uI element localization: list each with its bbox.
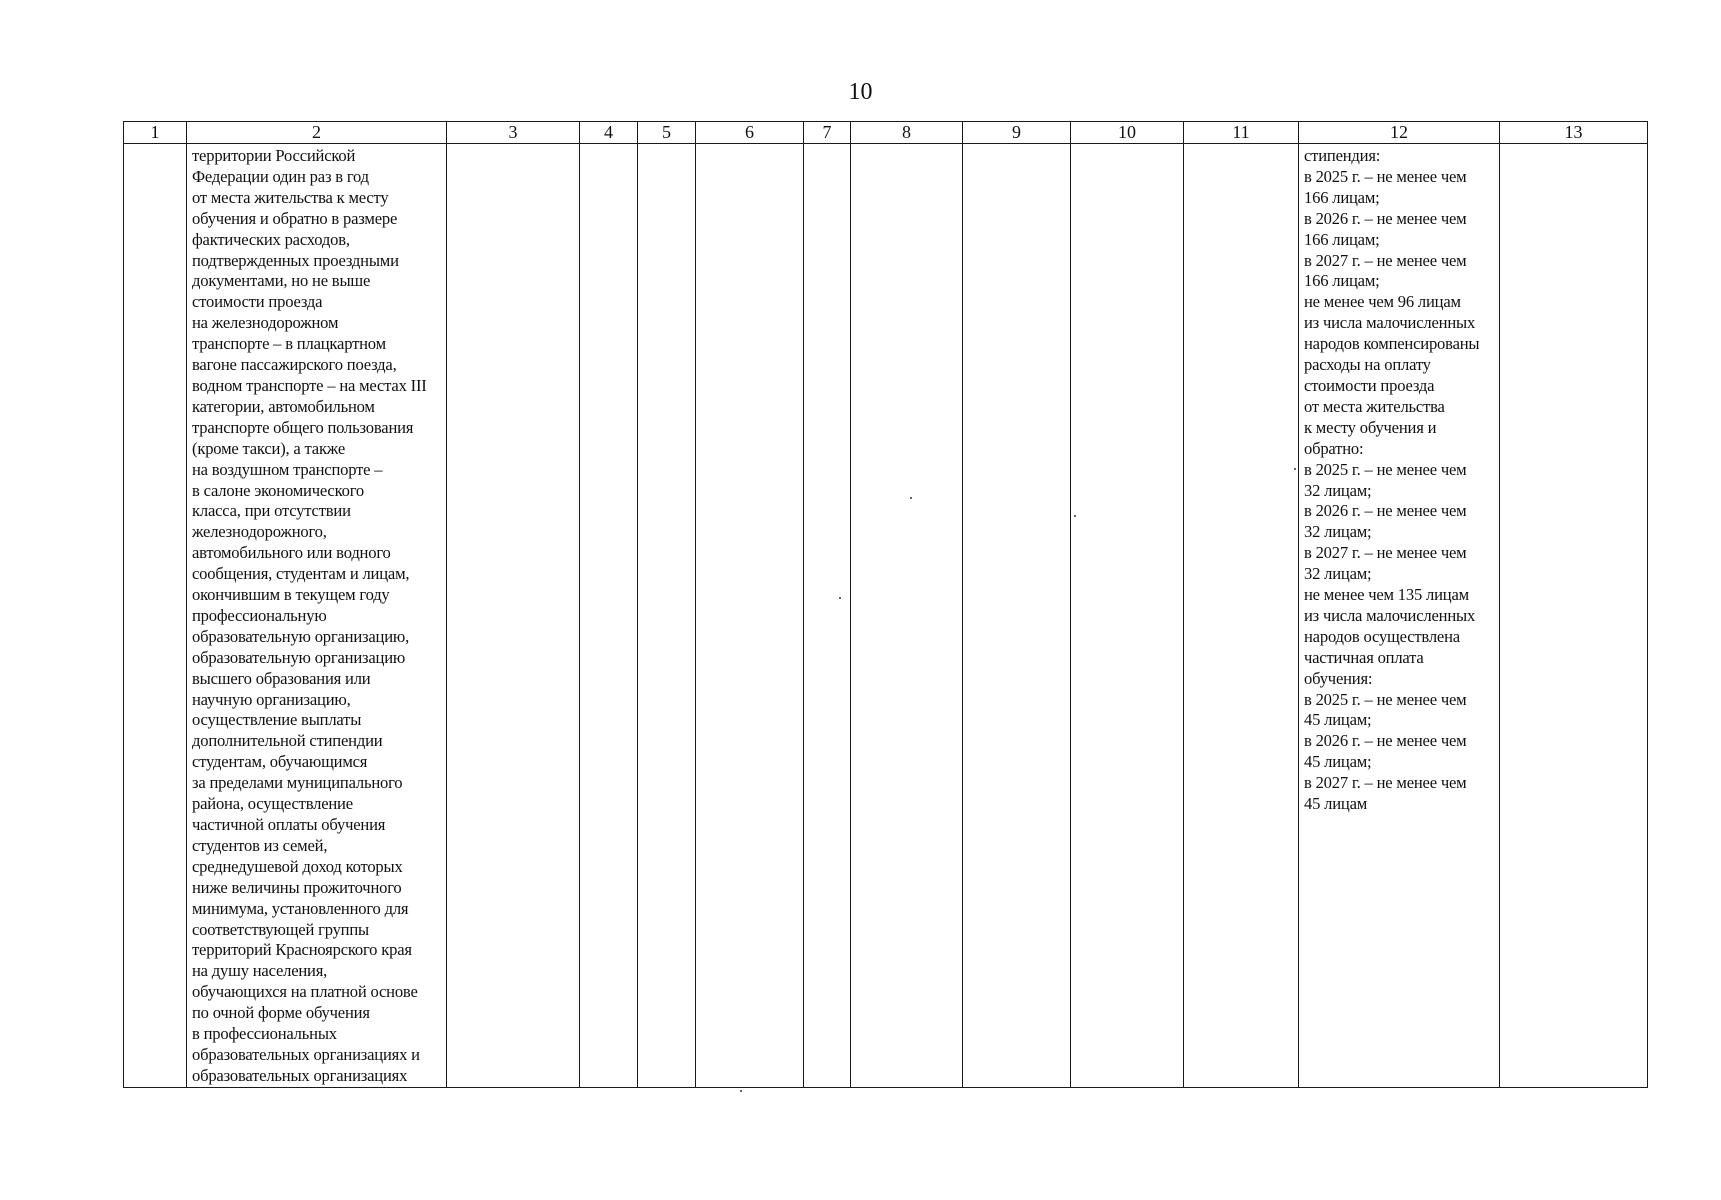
cell-col-10 [1071, 144, 1184, 1088]
column-header-3: 3 [447, 122, 580, 144]
scan-speck [1294, 468, 1296, 470]
cell-col-2 [187, 144, 447, 1088]
document-table [123, 121, 1648, 1088]
header-row [124, 122, 1648, 144]
scan-speck [740, 1090, 742, 1092]
column-header-13: 13 [1500, 122, 1648, 144]
column-header-11: 11 [1184, 122, 1299, 144]
cell-col-5 [638, 144, 696, 1088]
column-header-1: 1 [124, 122, 187, 144]
cell-col-2-text: территории Российской Федерации один раз в год от места жительства к месту обучения и обратно в размере фактических расходов, подтвержденных проездными документами, но не выше стоимости проезда на железнодорожном транспорте – в плацкартном вагоне пассажирского поезда, водном транспорте – на местах III категории, автомобильном транспорте общего пользования (кроме такси), а также на воздушном транспорте – в салоне экономического класса, при отсутствии железнодорожного, автомобильного или водного сообщения, студентам и лицам, окончившим в текущем году профессиональную образовательную организацию, образовательную организацию высшего образования или научную организацию, осуществление выплаты дополнительной стипендии студентам, обучающимся за пределами муниципального района, осуществление частичной оплаты обучения студентов из семей, среднедушевой доход которых ниже величины прожиточного минимума, установленного для соответствующей группы территорий Красноярского края на душу населения, обучающихся на платной основе по очной форме обучения в профессиональных образовательных организациях и образовательных организациях [192, 146, 427, 1085]
cell-col-4 [580, 144, 638, 1088]
cell-col-12 [1299, 144, 1500, 1088]
cell-col-6 [696, 144, 804, 1088]
page-number: 10 [848, 79, 873, 105]
cell-col-1-text [124, 144, 186, 146]
scan-speck [910, 497, 912, 499]
column-header-9: 9 [963, 122, 1071, 144]
cell-col-13 [1500, 144, 1648, 1088]
column-header-2: 2 [187, 122, 447, 144]
column-header-7: 7 [804, 122, 851, 144]
column-header-5: 5 [638, 122, 696, 144]
scan-speck [1074, 515, 1076, 517]
cell-col-8 [851, 144, 963, 1088]
cell-col-11 [1184, 144, 1299, 1088]
column-header-10: 10 [1071, 122, 1184, 144]
column-header-6: 6 [696, 122, 804, 144]
cell-col-12-text: стипендия: в 2025 г. – не менее чем 166 лицам; в 2026 г. – не менее чем 166 лицам; в 2027 г. – не менее чем 166 лицам; не менее чем 96 лицам из числа малочисленных народов компенсированы расходы на оплату стоимости проезда от места жительства к месту обучения и обратно: в 2025 г. – не менее чем 32 лицам; в 2026 г. – не менее чем 32 лицам; в 2027 г. – не менее чем 32 лицам; не менее чем 135 лицам из числа малочисленных народов осуществлена частичная оплата обучения: в 2025 г. – не менее чем 45 лицам; в 2026 г. – не менее чем 45 лицам; в 2027 г. – не менее чем 45 лицам [1304, 146, 1480, 814]
cell-col-1 [124, 144, 187, 1088]
column-header-8: 8 [851, 122, 963, 144]
column-header-4: 4 [580, 122, 638, 144]
cell-col-7 [804, 144, 851, 1088]
cell-col-9 [963, 144, 1071, 1088]
scan-speck [839, 597, 841, 599]
cell-col-3 [447, 144, 580, 1088]
table-row [124, 144, 1648, 1088]
column-header-12: 12 [1299, 122, 1500, 144]
